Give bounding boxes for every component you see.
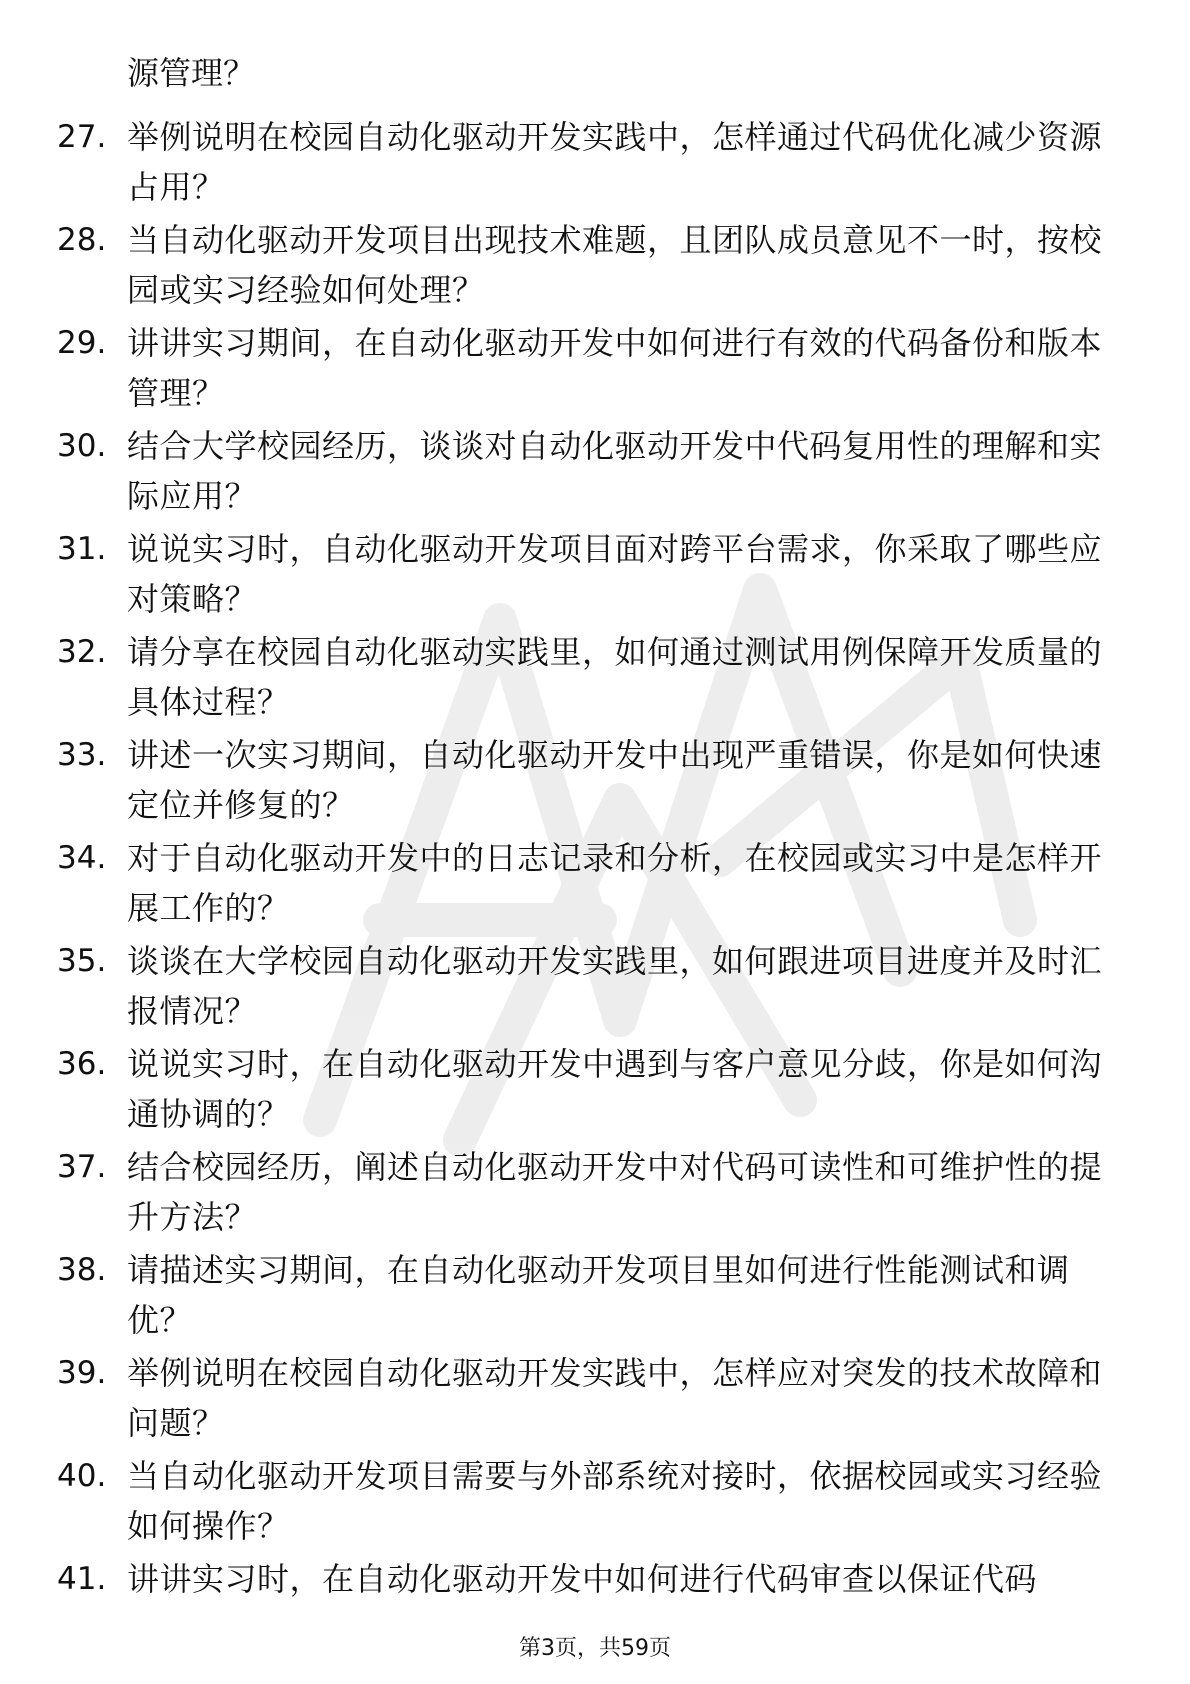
question-text: 当自动化驱动开发项目需要与外部系统对接时，依据校园或实习经验如何操作？: [127, 1457, 1103, 1545]
question-text: 举例说明在校园自动化驱动开发实践中，怎样通过代码优化减少资源占用？: [127, 118, 1103, 206]
question-item: [0, 627, 1190, 730]
question-item: [0, 833, 1190, 936]
question-item: [0, 215, 1190, 318]
page-footer: 第3页，共59页: [519, 1636, 671, 1661]
question-text: 请分享在校园自动化驱动实践里，如何通过测试用例保障开发质量的具体过程？: [127, 633, 1103, 721]
question-text: 谈谈在大学校园自动化驱动开发实践里，如何跟进项目进度并及时汇报情况？: [127, 942, 1103, 1030]
question-item: [0, 112, 1190, 215]
question-text: 对于自动化驱动开发中的日志记录和分析，在校园或实习中是怎样开展工作的？: [127, 839, 1103, 927]
question-item: [0, 1142, 1190, 1245]
question-text: 结合大学校园经历，谈谈对自动化驱动开发中代码复用性的理解和实际应用？: [127, 427, 1103, 515]
question-number: 35.: [57, 943, 107, 979]
question-text: 说说实习时，自动化驱动开发项目面对跨平台需求，你采取了哪些应对策略？: [127, 530, 1103, 618]
question-text: 当自动化驱动开发项目出现技术难题，且团队成员意见不一时，按校园或实习经验如何处理？: [127, 221, 1103, 309]
question-number: 27.: [57, 119, 107, 155]
continued-question-text: 源管理？: [127, 54, 256, 92]
question-number: 38.: [57, 1252, 107, 1288]
question-number: 39.: [57, 1355, 107, 1391]
question-number: 36.: [57, 1046, 107, 1082]
question-text: 讲讲实习时，在自动化驱动开发中如何进行代码审查以保证代码: [127, 1560, 1038, 1598]
question-item: [0, 524, 1190, 627]
question-text: 结合校园经历，阐述自动化驱动开发中对代码可读性和可维护性的提升方法？: [127, 1148, 1103, 1236]
question-item: [0, 1039, 1190, 1142]
question-item: [0, 1245, 1190, 1348]
question-item: [0, 421, 1190, 524]
question-number: 37.: [57, 1149, 107, 1185]
question-number: 32.: [57, 634, 107, 670]
question-item: [0, 1451, 1190, 1554]
question-number: 41.: [57, 1561, 107, 1597]
question-text: 讲述一次实习期间，自动化驱动开发中出现严重错误，你是如何快速定位并修复的？: [127, 736, 1103, 824]
question-number: 29.: [57, 325, 107, 361]
question-item: [0, 730, 1190, 833]
question-number: 28.: [57, 222, 107, 258]
question-text: 讲讲实习期间，在自动化驱动开发中如何进行有效的代码备份和版本管理？: [127, 324, 1103, 412]
question-number: 34.: [57, 840, 107, 876]
question-item: [0, 318, 1190, 421]
question-text: 请描述实习期间，在自动化驱动开发项目里如何进行性能测试和调优？: [127, 1251, 1070, 1339]
question-item: [0, 1348, 1190, 1451]
question-number: 33.: [57, 737, 107, 773]
question-number: 30.: [57, 428, 107, 464]
question-text: 说说实习时，在自动化驱动开发中遇到与客户意见分歧，你是如何沟通协调的？: [127, 1045, 1103, 1133]
question-text: 举例说明在校园自动化驱动开发实践中，怎样应对突发的技术故障和问题？: [127, 1354, 1103, 1442]
question-number: 40.: [57, 1458, 107, 1494]
question-item: [0, 936, 1190, 1039]
question-list: [0, 112, 1190, 1657]
question-number: 31.: [57, 531, 107, 567]
